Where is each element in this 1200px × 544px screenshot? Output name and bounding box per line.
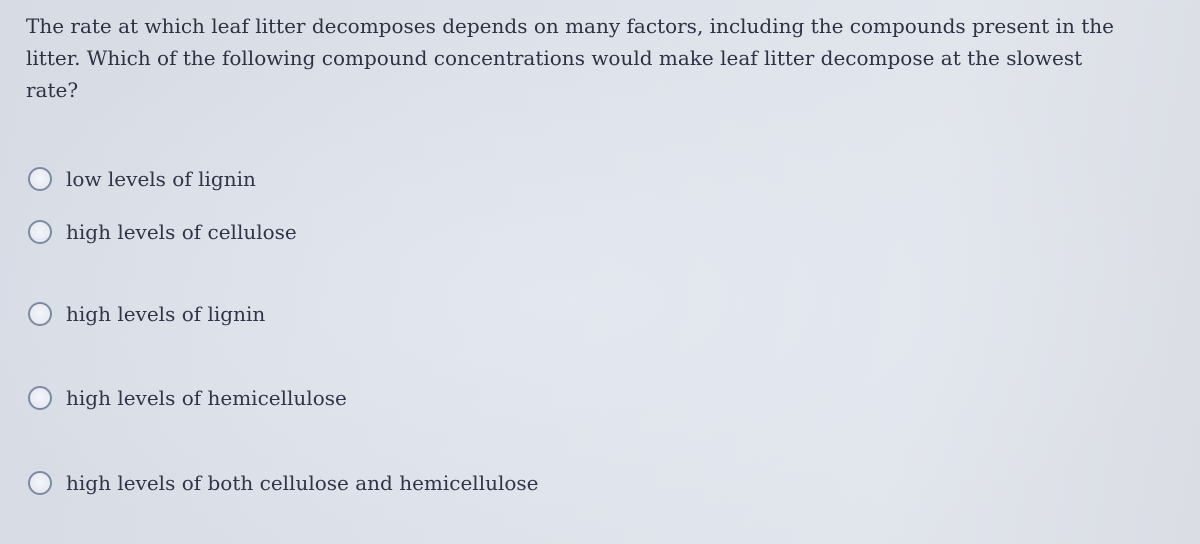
- radio-button-icon[interactable]: [28, 386, 52, 410]
- radio-button-icon[interactable]: [28, 220, 52, 244]
- radio-button-icon[interactable]: [28, 167, 52, 191]
- radio-button-icon[interactable]: [28, 302, 52, 326]
- answer-option-high-lignin[interactable]: [28, 299, 265, 329]
- question-text: The rate at which leaf litter decomposes depends on many factors, including the compounds present in the litter. Which of the following compound concentrations would make leaf litter decompose at the slowest rate?: [26, 14, 1114, 102]
- option-label: high levels of hemicellulose: [66, 386, 347, 410]
- answer-option-high-hemicellulose[interactable]: [28, 383, 347, 413]
- option-label: low levels of lignin: [66, 167, 256, 191]
- option-label: high levels of both cellulose and hemicellulose: [66, 471, 539, 495]
- answer-option-high-cellulose[interactable]: [28, 217, 297, 247]
- answer-option-high-cellulose-and-hemicellulose[interactable]: [28, 468, 539, 498]
- radio-button-icon[interactable]: [28, 471, 52, 495]
- answer-option-low-lignin[interactable]: [28, 164, 256, 194]
- option-label: high levels of cellulose: [66, 220, 297, 244]
- option-label: high levels of lignin: [66, 302, 266, 326]
